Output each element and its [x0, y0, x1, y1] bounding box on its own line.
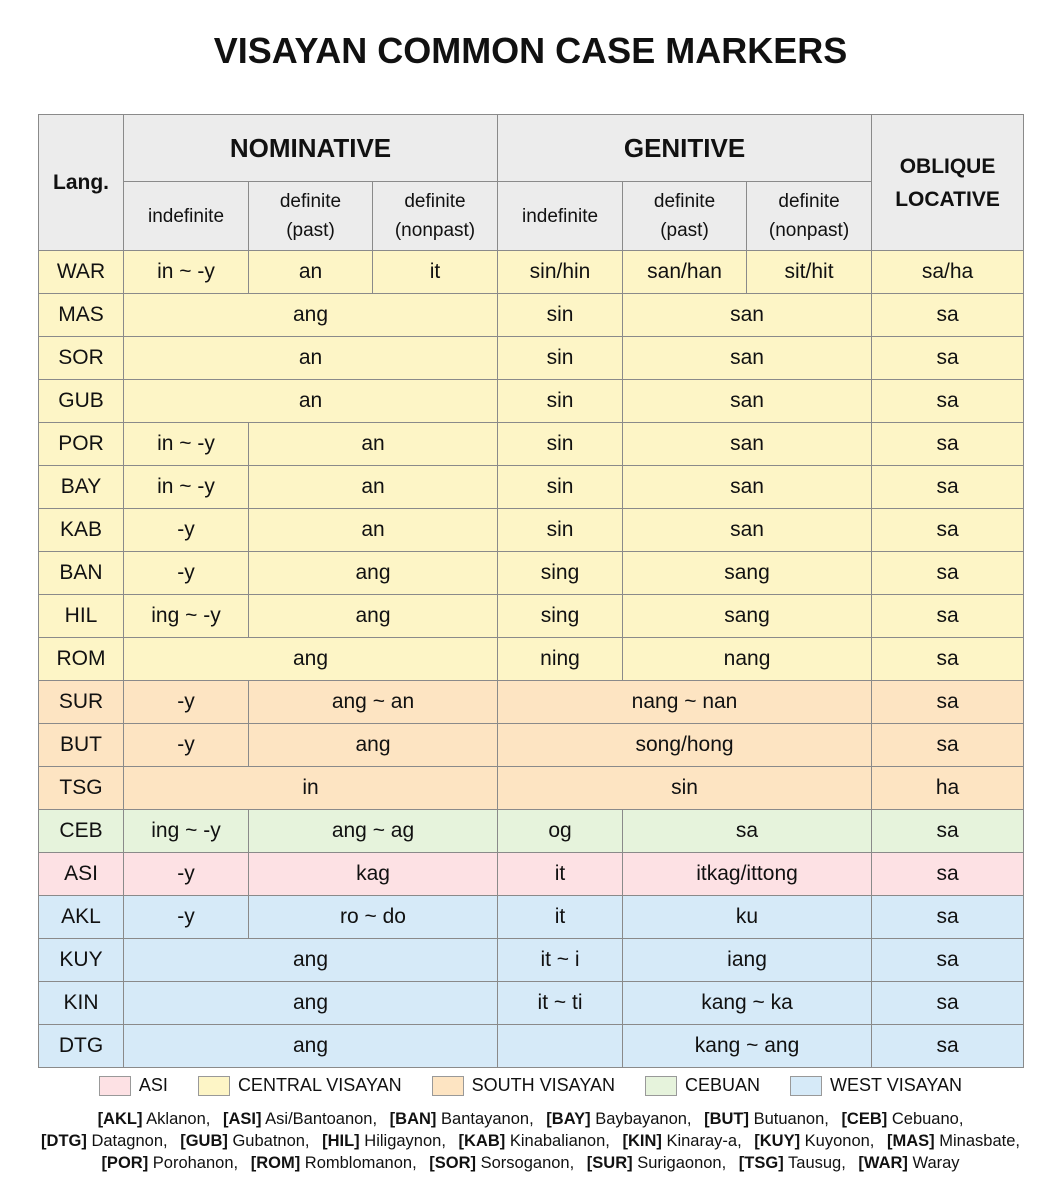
abbreviation-name: Aklanon, — [146, 1110, 211, 1128]
nominative-cell: ang — [249, 552, 498, 595]
abbreviation-code: [SOR] — [429, 1154, 477, 1172]
header-definite-label: definite — [778, 191, 840, 212]
abbreviation-name: Sorsoganon, — [480, 1154, 575, 1172]
oblique-cell: sa — [872, 939, 1024, 982]
genitive-cell: sin — [498, 767, 872, 810]
table-row — [39, 724, 1024, 767]
abbreviation-code: [BAY] — [546, 1110, 591, 1128]
abbreviation-code: [ASI] — [222, 1110, 262, 1128]
case-markers-table — [38, 114, 1024, 1068]
header-oblique-locative — [872, 115, 1024, 251]
lang-code: SUR — [39, 681, 124, 724]
abbreviation-code: [CEB] — [841, 1110, 888, 1128]
nominative-cell: an — [249, 466, 498, 509]
genitive-cell: it ~ ti — [498, 982, 623, 1025]
oblique-cell: sa — [872, 595, 1024, 638]
abbreviation-code: [POR] — [101, 1154, 149, 1172]
header-nonpast-label: (nonpast) — [768, 220, 850, 241]
header-lang: Lang. — [39, 115, 124, 251]
oblique-cell: sa — [872, 423, 1024, 466]
nominative-cell: -y — [124, 724, 249, 767]
lang-code: HIL — [39, 595, 124, 638]
abbreviation-line — [0, 1108, 1061, 1130]
header-nom-definite-nonpast — [373, 182, 498, 251]
header-oblique: OBLIQUE — [899, 154, 996, 178]
genitive-cell: itkag/ittong — [623, 853, 872, 896]
abbreviation-code: [HIL] — [322, 1132, 360, 1150]
abbreviation-name: Bantayanon, — [441, 1110, 534, 1128]
abbreviation-code: [ROM] — [250, 1154, 301, 1172]
abbreviation-entry — [622, 1132, 741, 1150]
table-row — [39, 1025, 1024, 1068]
genitive-cell: san/han — [623, 251, 747, 294]
abbreviation-name: Gubatnon, — [232, 1132, 310, 1150]
abbreviation-code: [KAB] — [458, 1132, 506, 1150]
abbreviation-name: Porohanon, — [152, 1154, 239, 1172]
table-row — [39, 509, 1024, 552]
genitive-cell: sin — [498, 337, 623, 380]
lang-code: KUY — [39, 939, 124, 982]
genitive-cell: sin — [498, 509, 623, 552]
lang-code: TSG — [39, 767, 124, 810]
table-row — [39, 853, 1024, 896]
table-row — [39, 982, 1024, 1025]
genitive-cell: san — [623, 337, 872, 380]
legend-label: WEST VISAYAN — [830, 1075, 963, 1095]
genitive-cell: sit/hit — [747, 251, 872, 294]
header-nonpast-label: (nonpast) — [394, 220, 476, 241]
genitive-cell — [498, 1025, 623, 1068]
legend-item-central — [198, 1075, 402, 1096]
nominative-cell: -y — [124, 853, 249, 896]
legend-label: SOUTH VISAYAN — [471, 1075, 616, 1095]
header-past-label: (past) — [286, 220, 335, 241]
genitive-cell: iang — [623, 939, 872, 982]
lang-code: KAB — [39, 509, 124, 552]
oblique-cell: sa — [872, 1025, 1024, 1068]
abbreviation-name: Baybayanon, — [595, 1110, 692, 1128]
header-nominative: NOMINATIVE — [124, 115, 498, 182]
abbreviation-name: Kinabalianon, — [509, 1132, 610, 1150]
abbreviation-entry — [754, 1132, 874, 1150]
oblique-cell: sa — [872, 853, 1024, 896]
genitive-cell: song/hong — [498, 724, 872, 767]
table-row — [39, 767, 1024, 810]
abbreviation-name: Surigaonon, — [637, 1154, 727, 1172]
header-gen-definite-past — [623, 182, 747, 251]
nominative-cell: an — [124, 380, 498, 423]
abbreviation-entry — [429, 1154, 574, 1172]
abbreviation-code: [AKL] — [97, 1110, 143, 1128]
oblique-cell: ha — [872, 767, 1024, 810]
abbreviation-entry — [251, 1154, 417, 1172]
genitive-cell: ku — [623, 896, 872, 939]
lang-code: WAR — [39, 251, 124, 294]
abbreviation-name: Butuanon, — [753, 1110, 829, 1128]
nominative-cell: an — [249, 509, 498, 552]
lang-code: BAN — [39, 552, 124, 595]
genitive-cell: it — [498, 896, 623, 939]
abbreviation-entry — [704, 1110, 829, 1128]
abbreviation-name: Tausug, — [788, 1154, 846, 1172]
abbreviation-key — [0, 1108, 1061, 1174]
abbreviation-entry — [587, 1154, 726, 1172]
abbreviation-code: [TSG] — [738, 1154, 784, 1172]
abbreviation-entry — [322, 1132, 446, 1150]
legend-swatch — [645, 1076, 677, 1096]
legend-label: CENTRAL VISAYAN — [237, 1075, 402, 1095]
legend-item-west — [790, 1075, 962, 1096]
abbreviation-entry — [98, 1110, 211, 1128]
table-row — [39, 681, 1024, 724]
oblique-cell: sa — [872, 681, 1024, 724]
nominative-cell: kag — [249, 853, 498, 896]
legend-swatch — [432, 1076, 464, 1096]
abbreviation-name: Hiligaynon, — [364, 1132, 446, 1150]
nominative-cell: in ~ -y — [124, 466, 249, 509]
abbreviation-entry — [858, 1154, 959, 1172]
nominative-cell: ang — [124, 982, 498, 1025]
nominative-cell: -y — [124, 509, 249, 552]
abbreviation-entry — [101, 1154, 238, 1172]
abbreviation-code: [KIN] — [622, 1132, 662, 1150]
lang-code: DTG — [39, 1025, 124, 1068]
genitive-cell: ning — [498, 638, 623, 681]
abbreviation-entry — [390, 1110, 534, 1128]
nominative-cell: ang ~ an — [249, 681, 498, 724]
legend-item-cebuan — [645, 1075, 760, 1096]
legend-label: ASI — [138, 1075, 168, 1095]
nominative-cell: in ~ -y — [124, 251, 249, 294]
genitive-cell: san — [623, 380, 872, 423]
nominative-cell: ing ~ -y — [124, 810, 249, 853]
nominative-cell: ro ~ do — [249, 896, 498, 939]
lang-code: MAS — [39, 294, 124, 337]
table-row — [39, 939, 1024, 982]
lang-code: ASI — [39, 853, 124, 896]
header-nom-indefinite: indefinite — [124, 182, 249, 251]
genitive-cell: sin — [498, 380, 623, 423]
header-genitive: GENITIVE — [498, 115, 872, 182]
genitive-cell: sin — [498, 466, 623, 509]
table-row — [39, 810, 1024, 853]
table-row — [39, 638, 1024, 681]
nominative-cell: an — [124, 337, 498, 380]
genitive-cell: san — [623, 466, 872, 509]
header-locative: LOCATIVE — [895, 187, 1000, 211]
legend — [0, 1075, 1061, 1096]
header-gen-definite-nonpast — [747, 182, 872, 251]
lang-code: KIN — [39, 982, 124, 1025]
oblique-cell: sa — [872, 896, 1024, 939]
table-row — [39, 595, 1024, 638]
header-nom-definite-past — [249, 182, 373, 251]
nominative-cell: in ~ -y — [124, 423, 249, 466]
genitive-cell: kang ~ ka — [623, 982, 872, 1025]
abbreviation-line — [0, 1152, 1061, 1174]
genitive-cell: san — [623, 294, 872, 337]
oblique-cell: sa — [872, 337, 1024, 380]
genitive-cell: sin — [498, 423, 623, 466]
abbreviation-name: Asi/Bantoanon, — [265, 1110, 378, 1128]
nominative-cell: ing ~ -y — [124, 595, 249, 638]
lang-code: GUB — [39, 380, 124, 423]
abbreviation-name: Waray — [912, 1154, 960, 1172]
abbreviation-code: [GUB] — [180, 1132, 228, 1150]
abbreviation-entry — [546, 1110, 691, 1128]
abbreviation-name: Kuyonon, — [804, 1132, 875, 1150]
genitive-cell: san — [623, 423, 872, 466]
abbreviation-code: [MAS] — [887, 1132, 935, 1150]
table-row — [39, 380, 1024, 423]
abbreviation-entry — [841, 1110, 963, 1128]
abbreviation-code: [SUR] — [586, 1154, 633, 1172]
legend-swatch — [198, 1076, 230, 1096]
genitive-cell: nang ~ nan — [498, 681, 872, 724]
legend-swatch — [790, 1076, 822, 1096]
genitive-cell: sang — [623, 595, 872, 638]
abbreviation-entry — [223, 1110, 377, 1128]
table-row — [39, 251, 1024, 294]
legend-swatch — [99, 1076, 131, 1096]
genitive-cell: sing — [498, 595, 623, 638]
genitive-cell: sang — [623, 552, 872, 595]
abbreviation-name: Kinaray-a, — [666, 1132, 742, 1150]
oblique-cell: sa — [872, 982, 1024, 1025]
header-past-label: (past) — [660, 220, 709, 241]
nominative-cell: ang — [124, 1025, 498, 1068]
oblique-cell: sa — [872, 466, 1024, 509]
genitive-cell: sing — [498, 552, 623, 595]
header-definite-label: definite — [279, 191, 342, 212]
table-row — [39, 423, 1024, 466]
abbreviation-code: [BUT] — [704, 1110, 750, 1128]
nominative-cell: in — [124, 767, 498, 810]
header-gen-indefinite: indefinite — [498, 182, 623, 251]
lang-code: AKL — [39, 896, 124, 939]
legend-item-south — [432, 1075, 615, 1096]
lang-code: ROM — [39, 638, 124, 681]
nominative-cell: ang — [249, 595, 498, 638]
abbreviation-name: Datagnon, — [91, 1132, 168, 1150]
table-row — [39, 552, 1024, 595]
abbreviation-entry — [887, 1132, 1020, 1150]
genitive-cell: sin — [498, 294, 623, 337]
abbreviation-name: Cebuano, — [891, 1110, 964, 1128]
nominative-cell: ang — [124, 294, 498, 337]
abbreviation-code: [KUY] — [754, 1132, 801, 1150]
abbreviation-code: [DTG] — [41, 1132, 87, 1150]
abbreviation-entry — [739, 1154, 846, 1172]
genitive-cell: nang — [623, 638, 872, 681]
abbreviation-name: Romblomanon, — [304, 1154, 417, 1172]
table-row — [39, 337, 1024, 380]
oblique-cell: sa/ha — [872, 251, 1024, 294]
oblique-cell: sa — [872, 724, 1024, 767]
genitive-cell: sin/hin — [498, 251, 623, 294]
nominative-cell: it — [373, 251, 498, 294]
header-definite-label: definite — [404, 191, 466, 212]
lang-code: BAY — [39, 466, 124, 509]
oblique-cell: sa — [872, 380, 1024, 423]
abbreviation-code: [WAR] — [858, 1154, 908, 1172]
table-row — [39, 466, 1024, 509]
lang-code: CEB — [39, 810, 124, 853]
lang-code: POR — [39, 423, 124, 466]
nominative-cell: -y — [124, 552, 249, 595]
oblique-cell: sa — [872, 509, 1024, 552]
nominative-cell: an — [249, 423, 498, 466]
abbreviation-name: Minasbate, — [939, 1132, 1020, 1150]
oblique-cell: sa — [872, 552, 1024, 595]
genitive-cell: sa — [623, 810, 872, 853]
nominative-cell: -y — [124, 896, 249, 939]
genitive-cell: it — [498, 853, 623, 896]
table-row — [39, 896, 1024, 939]
nominative-cell: ang — [124, 939, 498, 982]
abbreviation-entry — [459, 1132, 610, 1150]
table-row — [39, 294, 1024, 337]
genitive-cell: og — [498, 810, 623, 853]
nominative-cell: ang — [249, 724, 498, 767]
abbreviation-entry — [41, 1132, 168, 1150]
oblique-cell: sa — [872, 638, 1024, 681]
legend-item-asi — [99, 1075, 168, 1096]
header-definite-label: definite — [653, 191, 716, 212]
genitive-cell: san — [623, 509, 872, 552]
page-title: VISAYAN COMMON CASE MARKERS — [213, 30, 848, 71]
genitive-cell: it ~ i — [498, 939, 623, 982]
nominative-cell: ang — [124, 638, 498, 681]
genitive-cell: kang ~ ang — [623, 1025, 872, 1068]
abbreviation-code: [BAN] — [389, 1110, 437, 1128]
nominative-cell: an — [249, 251, 373, 294]
abbreviation-entry — [180, 1132, 309, 1150]
abbreviation-line — [0, 1130, 1061, 1152]
lang-code: SOR — [39, 337, 124, 380]
lang-code: BUT — [39, 724, 124, 767]
legend-label: CEBUAN — [685, 1075, 761, 1095]
nominative-cell: ang ~ ag — [249, 810, 498, 853]
nominative-cell: -y — [124, 681, 249, 724]
oblique-cell: sa — [872, 294, 1024, 337]
oblique-cell: sa — [872, 810, 1024, 853]
